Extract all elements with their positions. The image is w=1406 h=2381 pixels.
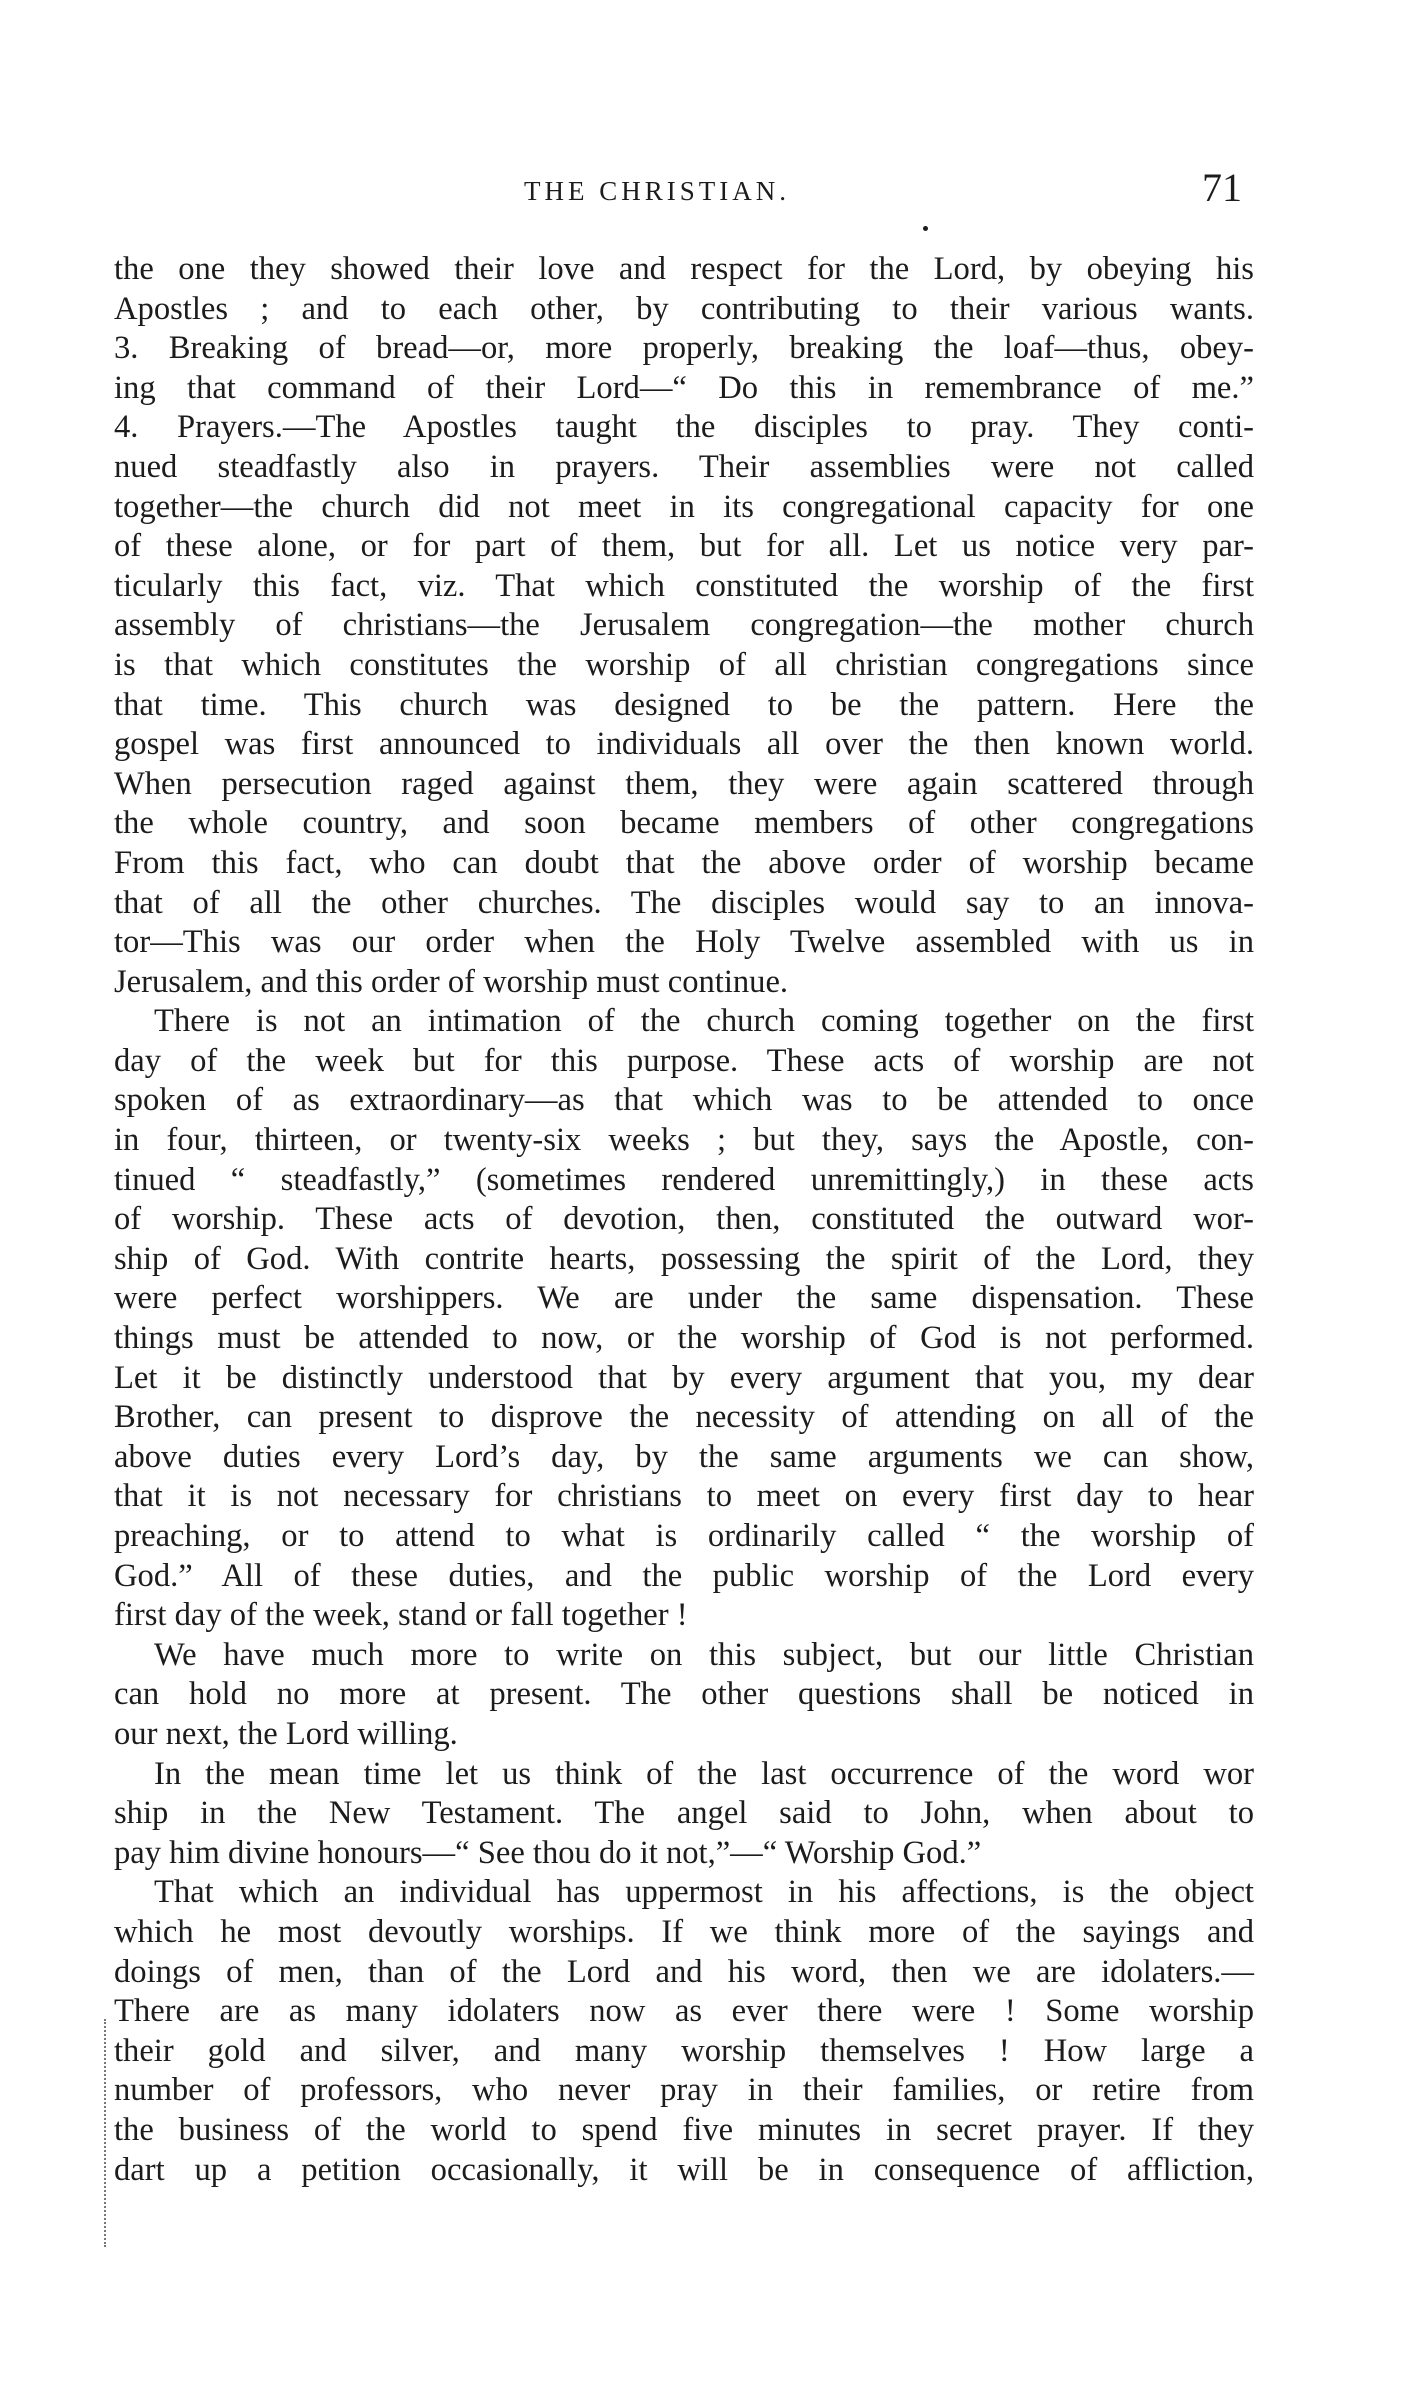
text-line: things must be attended to now, or the worship of God is not performed.: [114, 1320, 1254, 1357]
text-line: can hold no more at present. The other questions shall be noticed in: [114, 1676, 1254, 1713]
text-line: nued steadfastly also in prayers. Their assemblies were not called: [114, 448, 1254, 485]
text-line: above duties every Lord’s day, by the same arguments we can show,: [114, 1438, 1254, 1475]
text-line: doings of men, than of the Lord and his word, then we are idolaters.—: [114, 1953, 1254, 1990]
text-line: that time. This church was designed to be the pattern. Here the: [114, 686, 1254, 723]
text-line: of these alone, or for part of them, but for all. Let us notice very par-: [114, 528, 1254, 565]
margin-marking: [104, 2019, 106, 2247]
text-line: There are as many idolaters now as ever there were ! Some worship: [114, 1993, 1254, 2030]
text-line: is that which constitutes the worship of all christian congregations since: [114, 646, 1254, 683]
text-line: that it is not necessary for christians to meet on every first day to hear: [114, 1478, 1254, 1515]
text-line: of worship. These acts of devotion, then, constituted the outward wor-: [114, 1201, 1254, 1238]
text-line: the one they showed their love and respect for the Lord, by obeying his: [114, 251, 1254, 287]
text-line: gospel was first announced to individuals all over the then known world.: [114, 726, 1254, 763]
text-line: ing that command of their Lord—“ Do this in remembrance of me.”: [114, 369, 1254, 406]
text-line: spoken of as extraordinary—as that which was to be attended to once: [114, 1082, 1254, 1119]
text-line: Apostles ; and to each other, by contributing to their various wants.: [114, 290, 1254, 327]
text-line: That which an individual has uppermost in his affections, is the object: [154, 1874, 1254, 1911]
page-number: 71: [1202, 165, 1242, 210]
text-line: When persecution raged against them, they were again scattered through: [114, 765, 1254, 802]
text-line: number of professors, who never pray in their families, or retire from: [114, 2072, 1254, 2109]
text-line: There is not an intimation of the church coming together on the first: [154, 1003, 1254, 1040]
text-line: preaching, or to attend to what is ordinarily called “ the worship of: [114, 1518, 1254, 1554]
text-line: assembly of christians—the Jerusalem congregation—the mother church: [114, 607, 1254, 644]
ink-dot: [923, 226, 928, 231]
text-line: tinued “ steadfastly,” (sometimes rendered unremittingly,) in these acts: [114, 1161, 1254, 1198]
text-line: their gold and silver, and many worship themselves ! How large a: [114, 2032, 1254, 2069]
text-line: the business of the world to spend five minutes in secret prayer. If they: [114, 2111, 1254, 2148]
text-line: ship of God. With contrite hearts, possessing the spirit of the Lord, they: [114, 1240, 1254, 1277]
text-line: From this fact, who can doubt that the above order of worship became: [114, 844, 1254, 881]
text-line: ship in the New Testament. The angel said to John, when about to: [114, 1795, 1254, 1832]
body-text: [114, 250, 1254, 2190]
text-line: In the mean time let us think of the last occurrence of the word wor: [154, 1755, 1254, 1792]
text-line: first day of the week, stand or fall together !: [114, 1597, 688, 1634]
text-line: in four, thirteen, or twenty-six weeks ; but they, says the Apostle, con-: [114, 1122, 1254, 1159]
text-line: dart up a petition occasionally, it will be in consequence of affliction,: [114, 2151, 1254, 2188]
text-line: 3. Breaking of bread—or, more properly, breaking the loaf—thus, obey-: [114, 330, 1254, 367]
text-line: day of the week but for this purpose. These acts of worship are not: [114, 1042, 1254, 1079]
text-line: Let it be distinctly understood that by every argument that you, my dear: [114, 1359, 1254, 1396]
text-line: were perfect worshippers. We are under the same dispensation. These: [114, 1280, 1254, 1317]
text-line: Jerusalem, and this order of worship must continue.: [114, 963, 789, 1000]
text-line: that of all the other churches. The disciples would say to an innova-: [114, 884, 1254, 921]
text-line: our next, the Lord willing.: [114, 1715, 458, 1752]
text-line: together—the church did not meet in its congregational capacity for one: [114, 488, 1254, 525]
text-line: Brother, can present to disprove the necessity of attending on all of the: [114, 1399, 1254, 1436]
text-line: God.” All of these duties, and the public worship of the Lord every: [114, 1557, 1254, 1594]
text-line: pay him divine honours—“ See thou do it not,”—“ Worship God.”: [114, 1834, 982, 1871]
text-line: the whole country, and soon became members of other congregations: [114, 805, 1254, 842]
page-header: [112, 165, 1252, 228]
text-line: We have much more to write on this subject, but our little Christian: [154, 1636, 1254, 1673]
text-line: which he most devoutly worships. If we think more of the sayings and: [114, 1913, 1254, 1950]
text-line: tor—This was our order when the Holy Twelve assembled with us in: [114, 924, 1254, 961]
text-line: ticularly this fact, viz. That which constituted the worship of the first: [114, 567, 1254, 604]
text-line: 4. Prayers.—The Apostles taught the disciples to pray. They conti-: [114, 409, 1254, 446]
running-title: THE CHRISTIAN.: [524, 176, 790, 206]
